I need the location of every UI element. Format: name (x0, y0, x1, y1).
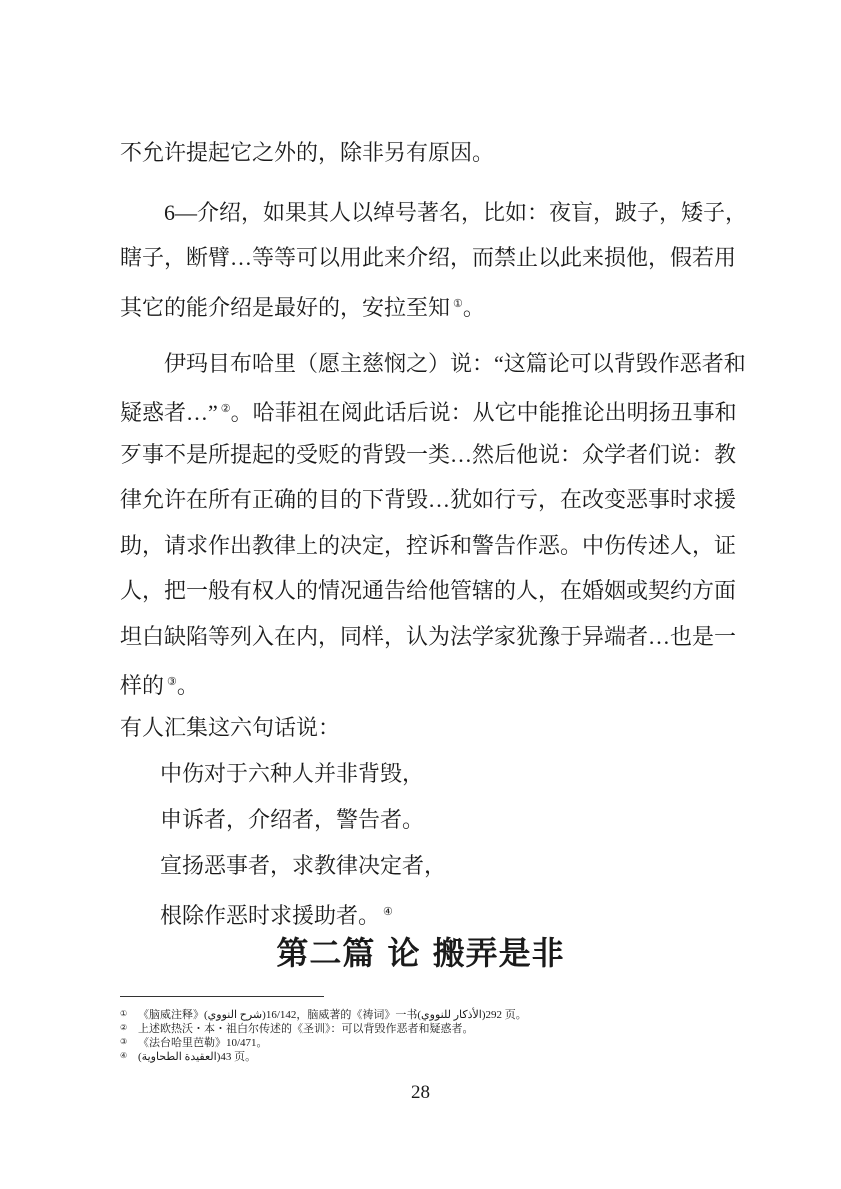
footnote-text: (العقيدة الطحاوية)43 页。 (138, 1051, 257, 1063)
footnote-ref[interactable]: ① (453, 298, 463, 310)
footnote (120, 1035, 268, 1050)
footnote-mark: ② (120, 1023, 128, 1032)
footnote-text: 《脑威注释》(شرح النووي)16/142，脑威著的《祷词》一书(الأذكار للنووي)292 页。 (138, 1009, 527, 1021)
paragraph-line: 6—介绍，如果其人以绰号著名，比如：夜盲，跛子，矮子， (164, 200, 748, 225)
footnote (120, 1021, 474, 1036)
footnote-mark: ① (120, 1009, 128, 1018)
paragraph-line: 歹事不是所提起的受贬的背毁一类…然后他说：众学者们说：教 (120, 442, 737, 467)
paragraph-line (120, 667, 725, 701)
poem-line: 宣扬恶事者，求教律决定者， (160, 853, 447, 878)
footnote-ref[interactable]: ② (220, 403, 231, 415)
footnote-text: 上述欧热沃・本・祖白尔传述的《圣训》：可以背毁作恶者和疑惑者。 (138, 1023, 474, 1035)
paragraph-line: 律允许在所有正确的目的下背毁…犹如行亏，在改变恶事时求援 (120, 487, 737, 512)
paragraph-line: 坦白缺陷等列入在内，同样，认为法学家犹豫于异端者…也是一 (120, 624, 737, 649)
line-text: 疑惑者…” (120, 400, 218, 425)
paragraph-line (120, 394, 737, 428)
poem-line: 中伤对于六种人并非背毁， (160, 761, 425, 786)
paragraph-line: 伊玛目布哈里（愿主慈悯之）说：“这篇论可以背毁作恶者和 (164, 351, 746, 376)
poem-line (160, 897, 765, 931)
footnote-ref[interactable]: ④ (383, 906, 393, 918)
paragraph-line: 瞎子，断臂…等等可以用此来介绍，而禁止以此来损他，假若用 (120, 245, 737, 270)
line-text: 其它的能介绍是最好的，安拉至知 (120, 295, 451, 320)
footnote-mark: ④ (120, 1051, 128, 1060)
poem-line: 申诉者，介绍者，警告者。 (160, 807, 425, 832)
footnote-mark: ③ (120, 1037, 128, 1046)
footnote-ref[interactable]: ③ (167, 676, 177, 688)
footnote-divider (120, 996, 324, 997)
paragraph-line: 有人汇集这六句话说： (120, 715, 341, 740)
paragraph-line: 不允许提起它之外的，除非另有原因。 (120, 140, 495, 165)
footnote (120, 1049, 256, 1064)
paragraph-line: 人，把一般有权人的情况通告给他管辖的人，在婚姻或契约方面 (120, 578, 737, 603)
footnote-text: 《法台哈里芭勒》10/471。 (138, 1037, 268, 1049)
period: 。 (176, 673, 199, 698)
page-number: 28 (411, 1082, 430, 1103)
line-text: 根除作恶时求援助者。 (160, 903, 381, 928)
paragraph-line: 助，请求作出教律上的决定，控诉和警告作恶。中伤传述人，证 (120, 533, 737, 558)
line-text: 。哈菲祖在阅此话后说：从它中能推论出明扬丑事和 (230, 400, 737, 425)
footnote (120, 1007, 527, 1022)
paragraph-line (120, 289, 725, 323)
period: 。 (462, 295, 485, 320)
line-text: 样的 (120, 673, 165, 698)
chapter-heading: 第二篇 论 搬弄是非 (276, 934, 565, 972)
